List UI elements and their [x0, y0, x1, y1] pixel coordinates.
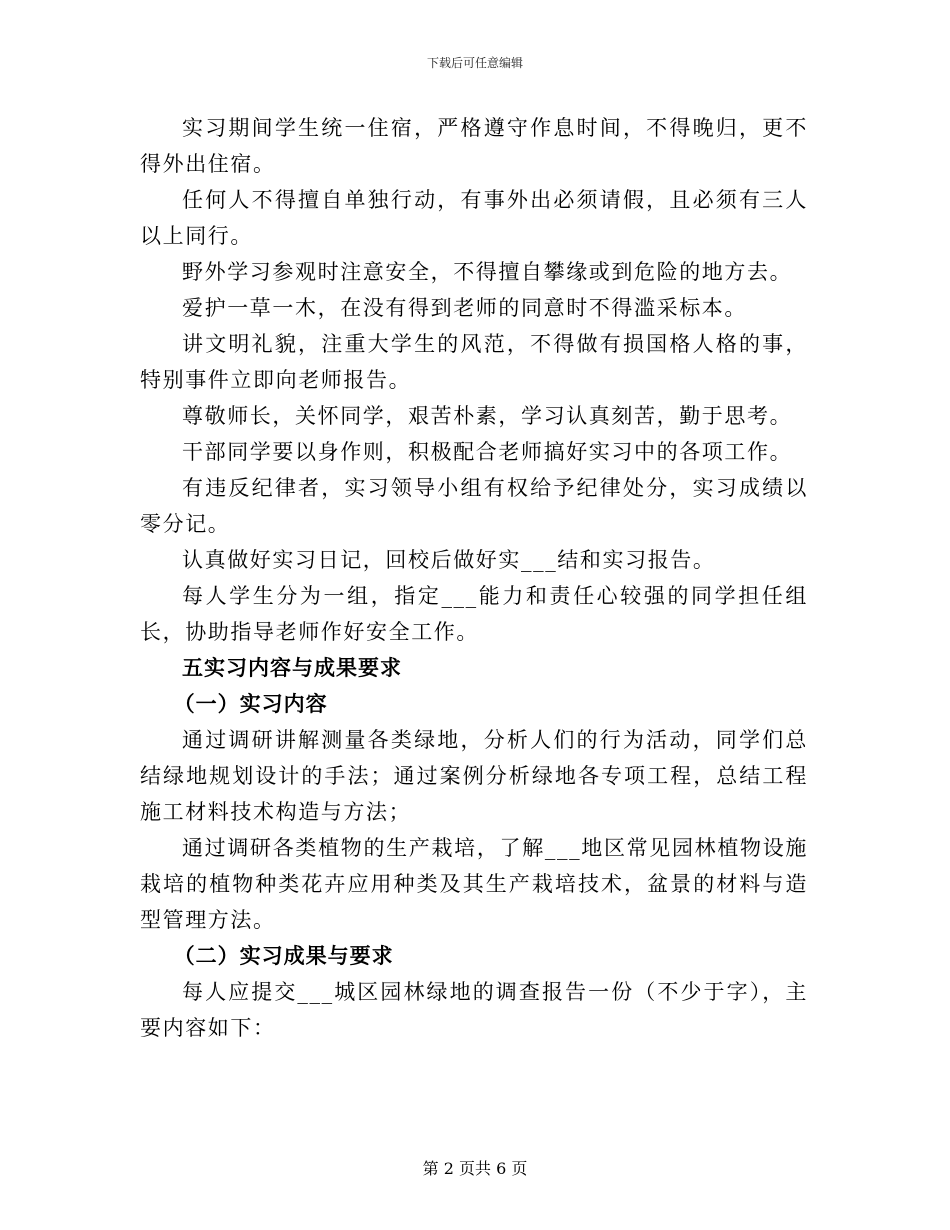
paragraph-survey-green-space: 通过调研讲解测量各类绿地，分析人们的行为活动，同学们总结绿地规划设计的手法；通过案例分析绿地各专项工程，总结工程施工材料技术构造与方法；	[140, 728, 808, 824]
page-number: 第 2 页共 6 页	[422, 1159, 528, 1178]
paragraph-protect-plants: 爱护一草一木，在没有得到老师的同意时不得滥采标本。	[182, 296, 747, 320]
document-body	[140, 110, 808, 1046]
paragraph-discipline: 有违反纪律者，实习领导小组有权给予纪律处分，实习成绩以零分记。	[140, 476, 808, 536]
paragraph-report-submission: 每人应提交___城区园林绿地的调查报告一份（不少于字），主要内容如下：	[140, 980, 808, 1040]
paragraph-no-solo-action: 任何人不得擅自单独行动，有事外出必须请假，且必须有三人以上同行。	[140, 188, 808, 248]
section-title: 五实习内容与成果要求	[182, 655, 402, 680]
paragraph-field-safety: 野外学习参观时注意安全，不得擅自攀缘或到危险的地方去。	[182, 260, 793, 284]
header-note: 下载后可任意编辑	[426, 56, 523, 70]
subsection-title-results: （二）实习成果与要求	[173, 943, 394, 968]
paragraph-diary-report: 认真做好实习日记，回校后做好实___结和实习报告。	[182, 548, 716, 572]
paragraph-cadre-students: 干部同学要以身作则，积极配合老师搞好实习中的各项工作。	[182, 440, 793, 464]
paragraph-group-leader: 每人学生分为一组，指定___能力和责任心较强的同学担任组长，协助指导老师作好安全工作。	[140, 584, 808, 644]
paragraph-plant-cultivation: 通过调研各类植物的生产栽培，了解___地区常见园林植物设施栽培的植物种类花卉应用种类及其生产栽培技术，盆景的材料与造型管理方法。	[140, 836, 808, 932]
paragraph-accommodation: 实习期间学生统一住宿，严格遵守作息时间，不得晚归，更不得外出住宿。	[140, 116, 808, 176]
paragraph-civility: 讲文明礼貌，注重大学生的风范，不得做有损国格人格的事，特别事件立即向老师报告。	[140, 332, 808, 392]
subsection-title-content: （一）实习内容	[173, 691, 328, 716]
paragraph-respect-teachers: 尊敬师长，关怀同学，艰苦朴素，学习认真刻苦，勤于思考。	[182, 404, 793, 428]
